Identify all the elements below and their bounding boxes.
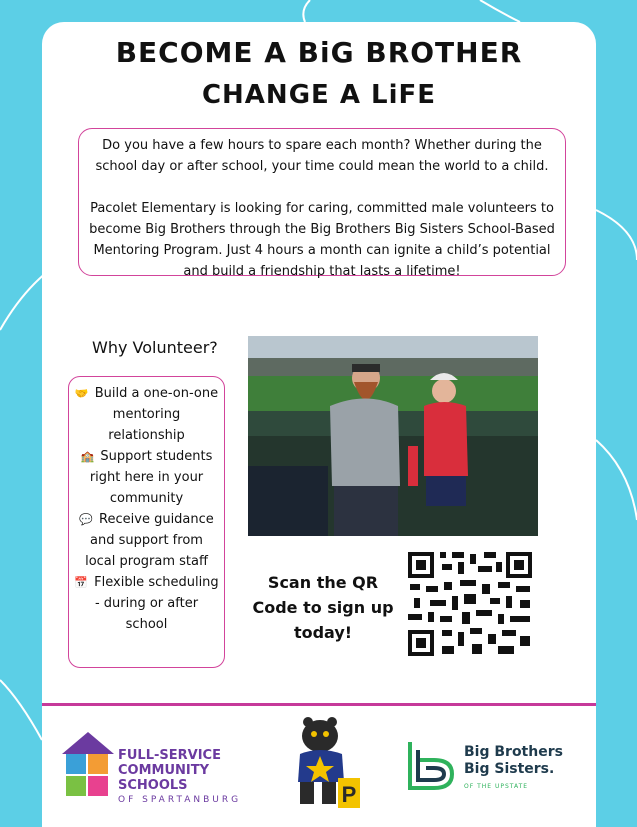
speech-bubble-icon: 💬 — [79, 513, 93, 526]
intro-paragraph-1: Do you have a few hours to spare each month? Whether during the school day or after school, your time could mean the world to a child. — [95, 138, 549, 174]
benefit-text: Support students right here in your community — [89, 449, 213, 506]
bbbs-line-3: OF THE UPSTATE — [464, 783, 529, 790]
bbbs-logo — [404, 738, 584, 798]
bbbs-mark-icon — [404, 738, 460, 794]
house-icon — [60, 728, 116, 800]
bbbs-wordmark — [464, 744, 563, 795]
flyer-card — [42, 22, 596, 827]
qr-code[interactable] — [406, 550, 534, 658]
intro-box — [78, 128, 566, 279]
benefit-item — [73, 572, 220, 635]
subheadline: CHANGE A LiFE — [201, 80, 437, 110]
footer-divider — [42, 703, 596, 706]
scan-qr-cta: Scan the QR Code to sign up today! — [252, 573, 394, 642]
intro-paragraph-2: Pacolet Elementary is looking for caring, committed male volunteers to become Big Brothers through the Big Brothers Big Sisters School-Based Mentoring Program. Just 4 hours a month can ignite a child’s potential and build a friendship that lasts a lifetime! — [89, 201, 555, 279]
benefit-text: Build a one-on-one mentoring relationship — [94, 386, 219, 443]
fscs-wordmark — [118, 748, 265, 808]
fscs-line-3: OF SPARTANBURG — [118, 795, 242, 805]
benefit-item — [73, 509, 220, 572]
fscs-logo — [60, 728, 265, 805]
fscs-line-2: COMMUNITY SCHOOLS — [118, 763, 210, 793]
photo-illustration — [248, 336, 538, 536]
benefit-item — [73, 446, 220, 509]
mentor-photo — [248, 336, 538, 536]
fscs-line-1: FULL-SERVICE — [118, 748, 221, 763]
benefit-text: Flexible scheduling - during or after school — [94, 575, 219, 632]
benefit-text: Receive guidance and support from local program staff — [85, 512, 214, 569]
benefit-item — [73, 383, 220, 446]
bbbs-line-1: Big Brothers — [464, 744, 563, 760]
mascot-letter: P — [341, 782, 357, 807]
calendar-icon: 📅 — [74, 576, 89, 589]
why-volunteer-heading: Why Volunteer? — [92, 338, 218, 357]
handshake-icon: 🤝 — [74, 387, 89, 400]
benefits-box — [68, 376, 225, 668]
headline: BECOME A BiG BROTHER — [115, 36, 523, 69]
panther-mascot — [286, 712, 362, 812]
bbbs-line-2: Big Sisters. — [464, 761, 555, 777]
school-icon: 🏫 — [80, 450, 95, 463]
